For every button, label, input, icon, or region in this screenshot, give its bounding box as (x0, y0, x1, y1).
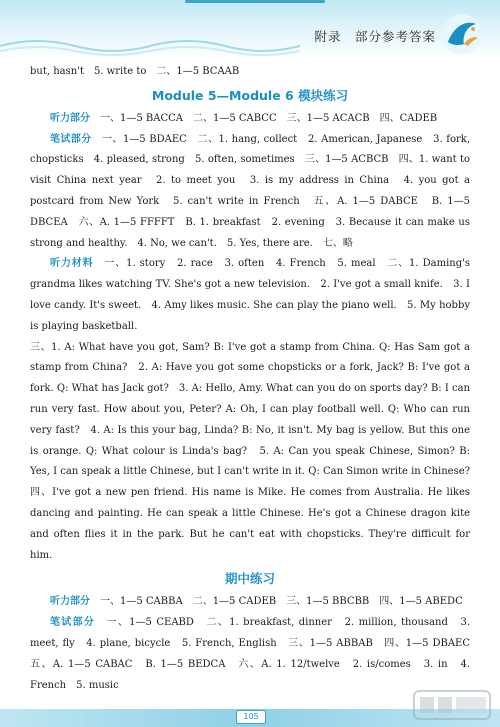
writing-label: 笔试部分 (50, 133, 92, 145)
header-line (185, 0, 325, 3)
material-label: 听力材料 (50, 258, 94, 270)
midterm-listening-text: 一、1—5 CABBA 二、1—5 CADEB 三、1—5 BBCBB 四、1—5 ABEDC (100, 596, 463, 608)
writing-answers-text: 一、1—5 BDAEC 二、1. hang, collect 2. American, Japanese 3. fork, chopsticks 4. pleased, strong 5. often, sometimes 三、1—5 ACBCB 四、1. want to visit China next year 2. to meet you 3. is my address in China 4. you got a postcard from New York 5. can't write in French 五、A. 1—5 DABCE B. 1—5 DBCEA 六、A. 1—5 FFFFT B. 1. breakfast 2. evening 3. Because it can make us strong and healthy. 4. No, we can't. 5. Yes, there are. 七、略 (30, 133, 471, 249)
header-title: 附录 部分参考答案 (314, 29, 436, 44)
page-header (0, 0, 500, 60)
midterm-writing-answers (30, 613, 480, 696)
midterm-listening-answers (30, 592, 470, 613)
listening-answers (30, 109, 470, 130)
listening-material-text: 一、1. story 2. race 3. often 4. French 5. meal 二、1. Daming's grandma likes watching TV. She's got a new television. 2. I've got a small knife. 3. I love candy. It's sweet. 4. Amy likes music. She can play the piano well. 5. My hobby is playing basketball. (30, 258, 471, 332)
section-title-midterm: 期中练习 (224, 571, 275, 587)
midterm-writing-text: 一、1—5 CEABD 二、1. breakfast, dinner 2. million, thousand 3. meet, fly 4. plane, bicycle 5. French, English 三、1—5 ABBAB 四、1—5 DBAEC 五、A. 1—5 CABAC B. 1—5 BEDCA 六、A. 1. 12/twelve 2. is/comes 3. in 4. French 5. music (30, 617, 480, 691)
watermark-stamp-icon (412, 687, 492, 723)
answer-content (30, 62, 480, 696)
listening-answers-text: 一、1—5 BACCA 二、1—5 CABCC 三、1—5 ACACB 四、CADEB (100, 112, 438, 124)
page-number: 105 (236, 710, 266, 724)
intro-line: but, hasn't 5. write to 二、1—5 BCAAB (30, 66, 240, 77)
midterm-writing-label: 笔试部分 (50, 617, 96, 629)
section-title-module: Module 5—Module 6 模块练习 (151, 87, 349, 103)
listening-material (30, 254, 470, 337)
midterm-listening-label: 听力部分 (50, 596, 90, 608)
listening-label: 听力部分 (50, 112, 90, 124)
dialogues: 三、1. A: What have you got, Sam? B: I've got a stamp from China. Q: Has Sam got a stamp from China? 2. A: Have you got some chopsticks or a fork, Jack? B: I've got a fork. Q: What has Jack got? 3. A: Hello, Amy. What can you do on sports day? B: I can run very fast. How about you, Peter? A: Oh, I can play football well. Q: Who can run very fast? 4. A: Is this your bag, Linda? B: No, it isn't. My bag is yellow. But this one is orange. Q: What colour is Linda's bag? 5. A: Can you speak Chinese, Simon? B: Yes, I can speak a little Chinese, but I can't write in it. Q: Can Simon write in Chinese? 四、I've got a new pen friend. His name is Mike. He comes from Australia. He likes dancing and painting. He can speak a little Chinese. He's got a Chinese dragon kite and often flies it in the park. But he can't eat with chopsticks. They're difficult for him. (30, 341, 480, 561)
writing-answers (30, 130, 470, 255)
wave-logo-icon (440, 12, 484, 56)
wave-decoration (0, 36, 300, 56)
